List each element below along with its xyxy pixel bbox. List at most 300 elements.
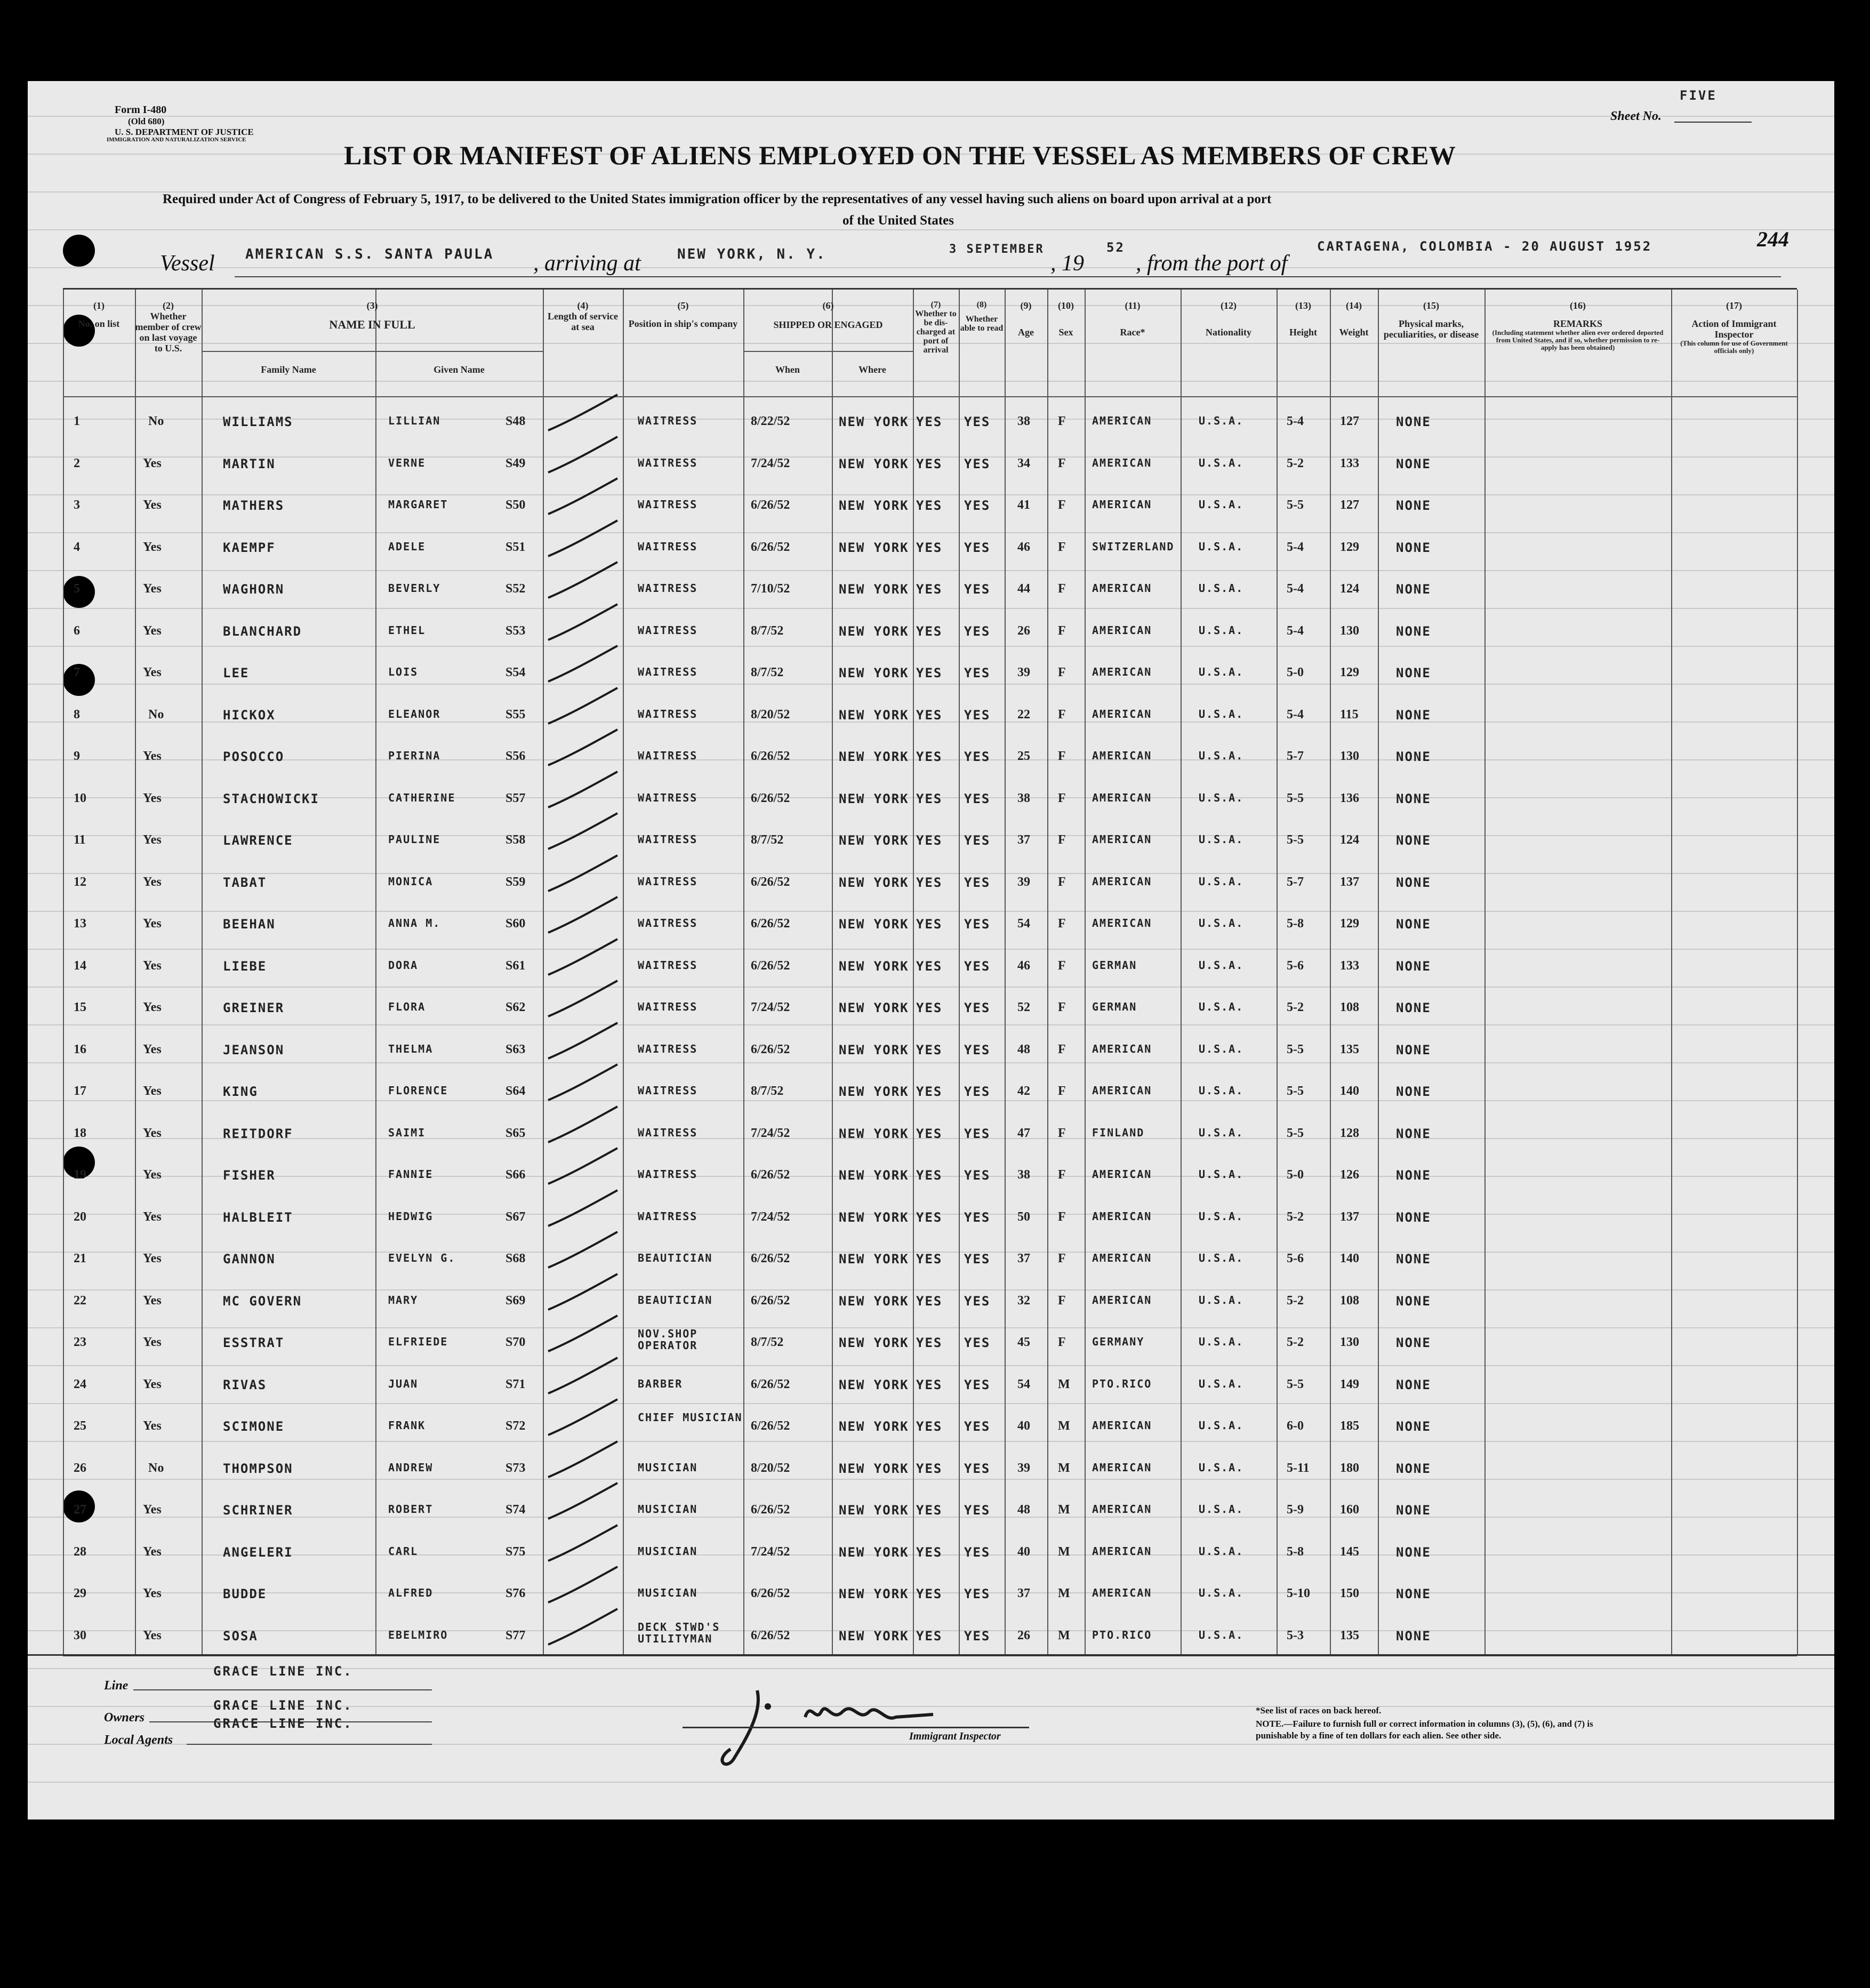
table-row xyxy=(63,1366,1797,1404)
crew-code-cell: S62 xyxy=(505,1000,526,1014)
sex-cell: F xyxy=(1058,749,1066,763)
height-cell: 5-2 xyxy=(1287,1209,1304,1224)
service-check-mark xyxy=(543,1397,623,1439)
discharged-cell: YES xyxy=(916,582,943,597)
age-cell: 45 xyxy=(1017,1335,1030,1349)
crew-code-cell: S51 xyxy=(505,540,526,554)
service-check-mark xyxy=(543,476,623,518)
race-cell: AMERICAN xyxy=(1092,1209,1152,1223)
inspector-label: Immigrant Inspector xyxy=(909,1730,1001,1742)
crew-code-cell: S76 xyxy=(505,1586,526,1600)
physical-marks-cell: NONE xyxy=(1396,1126,1431,1141)
service-check-mark xyxy=(543,643,623,686)
age-cell: 22 xyxy=(1017,707,1030,722)
last-voyage-cell: Yes xyxy=(143,456,162,470)
shipped-where-cell: NEW YORK xyxy=(839,1461,909,1476)
shipped-when-cell: 8/22/52 xyxy=(751,414,790,428)
discharged-cell: YES xyxy=(916,666,943,680)
shipped-where-cell: NEW YORK xyxy=(839,582,909,597)
owners-label: Owners xyxy=(104,1711,145,1725)
binder-hole xyxy=(63,235,95,267)
department-name: U. S. DEPARTMENT OF JUSTICE xyxy=(115,127,254,137)
height-cell: 5-10 xyxy=(1287,1586,1310,1600)
discharged-cell: YES xyxy=(916,875,943,890)
discharged-cell: YES xyxy=(916,498,943,513)
given-name-cell: VERNE xyxy=(388,456,426,469)
age-cell: 40 xyxy=(1017,1419,1030,1433)
given-name-cell: BEVERLY xyxy=(388,582,441,595)
col-family-name-header: Family Name xyxy=(261,364,316,375)
row-number-cell: 20 xyxy=(74,1209,86,1224)
discharged-cell: YES xyxy=(916,749,943,764)
table-row xyxy=(63,486,1797,525)
shipped-where-cell: NEW YORK xyxy=(839,1335,909,1350)
position-cell: MUSICIAN xyxy=(638,1461,698,1474)
height-cell: 5-8 xyxy=(1287,1544,1304,1559)
able-to-read-cell: YES xyxy=(964,498,991,513)
family-name-cell: MARTIN xyxy=(223,456,276,471)
given-name-cell: ADELE xyxy=(388,540,426,553)
nationality-cell: U.S.A. xyxy=(1199,875,1244,888)
arrival-date: 3 SEPTEMBER xyxy=(949,243,1045,256)
height-cell: 5-2 xyxy=(1287,1335,1304,1349)
able-to-read-cell: YES xyxy=(964,456,991,471)
last-voyage-cell: Yes xyxy=(143,1628,162,1642)
family-name-cell: FISHER xyxy=(223,1168,276,1183)
crew-code-cell: S65 xyxy=(505,1126,526,1140)
shipped-when-cell: 8/7/52 xyxy=(751,1335,784,1349)
table-row xyxy=(63,696,1797,734)
weight-cell: 185 xyxy=(1340,1419,1359,1433)
crew-code-cell: S63 xyxy=(505,1042,526,1056)
col-when-header: When xyxy=(775,364,800,375)
service-check-mark xyxy=(543,518,623,560)
crew-code-cell: S49 xyxy=(505,456,526,470)
discharged-cell: YES xyxy=(916,958,943,974)
service-check-mark xyxy=(543,1020,623,1063)
family-name-cell: KAEMPF xyxy=(223,540,276,555)
sex-cell: M xyxy=(1058,1419,1070,1433)
race-cell: AMERICAN xyxy=(1092,791,1152,804)
subtitle-line-1: Required under Act of Congress of February 5, 1917, to be delivered to the United States immigration officer by the representatives of any vessel having such aliens on board upon arrival at a port xyxy=(163,192,1272,206)
position-cell: WAITRESS xyxy=(638,1084,698,1097)
row-number-cell: 25 xyxy=(74,1419,86,1433)
shipped-when-cell: 8/20/52 xyxy=(751,707,790,722)
height-cell: 5-4 xyxy=(1287,540,1304,554)
nationality-cell: U.S.A. xyxy=(1199,1126,1244,1139)
crew-code-cell: S72 xyxy=(505,1419,526,1433)
family-name-cell: HICKOX xyxy=(223,707,276,723)
crew-code-cell: S77 xyxy=(505,1628,526,1642)
sheet-number-label: Sheet No. xyxy=(1610,109,1662,123)
physical-marks-cell: NONE xyxy=(1396,1042,1431,1057)
shipped-when-cell: 7/24/52 xyxy=(751,1126,790,1140)
crew-code-cell: S48 xyxy=(505,414,526,428)
last-voyage-cell: Yes xyxy=(143,1503,162,1517)
row-number-cell: 14 xyxy=(74,958,86,973)
weight-cell: 126 xyxy=(1340,1168,1359,1182)
col-shipped-header: (6) SHIPPED OR ENGAGED xyxy=(773,300,883,330)
row-number-cell: 27 xyxy=(74,1503,86,1517)
vessel-name: AMERICAN S.S. SANTA PAULA xyxy=(245,246,494,262)
shipped-when-cell: 6/26/52 xyxy=(751,1503,790,1517)
col-where-header: Where xyxy=(858,364,886,375)
discharged-cell: YES xyxy=(916,1544,943,1560)
able-to-read-cell: YES xyxy=(964,749,991,764)
race-cell: AMERICAN xyxy=(1092,833,1152,846)
nationality-cell: U.S.A. xyxy=(1199,498,1244,511)
position-cell: BEAUTICIAN xyxy=(638,1293,713,1306)
family-name-cell: WAGHORN xyxy=(223,582,285,597)
col-given-name-header: Given Name xyxy=(434,364,485,375)
height-cell: 5-5 xyxy=(1287,1084,1304,1098)
sheet-number-value: FIVE xyxy=(1680,88,1717,103)
able-to-read-cell: YES xyxy=(964,540,991,555)
physical-marks-cell: NONE xyxy=(1396,498,1431,513)
row-number-cell: 6 xyxy=(74,623,80,638)
service-check-mark xyxy=(543,1480,623,1523)
given-name-cell: EBELMIRO xyxy=(388,1628,448,1641)
shipped-when-cell: 7/24/52 xyxy=(751,1000,790,1014)
able-to-read-cell: YES xyxy=(964,623,991,639)
height-cell: 5-5 xyxy=(1287,791,1304,805)
shipped-where-cell: NEW YORK xyxy=(839,1084,909,1099)
race-cell: FINLAND xyxy=(1092,1126,1145,1139)
position-cell: CHIEF MUSICIAN xyxy=(638,1411,743,1424)
col-name-header: (3) NAME IN FULL xyxy=(329,300,415,331)
table-row xyxy=(63,905,1797,943)
height-cell: 5-3 xyxy=(1287,1628,1304,1642)
shipped-where-cell: NEW YORK xyxy=(839,1544,909,1560)
arrival-port: NEW YORK, N. Y. xyxy=(677,246,826,262)
height-cell: 5-2 xyxy=(1287,1000,1304,1014)
table-row xyxy=(63,1072,1797,1111)
last-voyage-cell: Yes xyxy=(143,582,162,596)
col-read-header: (8) Whether able to read xyxy=(960,300,1004,333)
race-cell: AMERICAN xyxy=(1092,623,1152,637)
table-row xyxy=(63,989,1797,1027)
physical-marks-cell: NONE xyxy=(1396,833,1431,848)
shipped-where-cell: NEW YORK xyxy=(839,707,909,723)
row-number-cell: 1 xyxy=(74,414,80,428)
col-discharged-header: (7) Whether to be dis-charged at port of arrival xyxy=(915,300,957,355)
position-cell: WAITRESS xyxy=(638,498,698,511)
sex-cell: F xyxy=(1058,623,1066,638)
last-voyage-cell: Yes xyxy=(143,958,162,973)
position-cell: WAITRESS xyxy=(638,456,698,469)
race-note: *See list of races on back hereof. xyxy=(1256,1705,1382,1716)
able-to-read-cell: YES xyxy=(964,1628,991,1644)
shipped-where-cell: NEW YORK xyxy=(839,875,909,890)
given-name-cell: FLORA xyxy=(388,1000,426,1013)
physical-marks-cell: NONE xyxy=(1396,1586,1431,1601)
row-number-cell: 18 xyxy=(74,1126,86,1140)
sex-cell: M xyxy=(1058,1461,1070,1475)
row-number-cell: 17 xyxy=(74,1084,86,1098)
discharged-cell: YES xyxy=(916,1042,943,1057)
row-number-cell: 29 xyxy=(74,1586,86,1600)
physical-marks-cell: NONE xyxy=(1396,1335,1431,1350)
sex-cell: F xyxy=(1058,1126,1066,1140)
service-check-mark xyxy=(543,936,623,979)
last-voyage-cell: No xyxy=(148,414,164,428)
shipped-where-cell: NEW YORK xyxy=(839,1000,909,1015)
service-check-mark xyxy=(543,392,623,435)
crew-code-cell: S53 xyxy=(505,623,526,638)
physical-marks-cell: NONE xyxy=(1396,1084,1431,1099)
signature-line xyxy=(683,1727,1029,1728)
sex-cell: F xyxy=(1058,666,1066,679)
given-name-cell: CARL xyxy=(388,1544,419,1558)
shipped-when-cell: 6/26/52 xyxy=(751,958,790,973)
family-name-cell: BUDDE xyxy=(223,1586,267,1601)
age-cell: 44 xyxy=(1017,582,1030,596)
physical-marks-cell: NONE xyxy=(1396,749,1431,764)
table-row xyxy=(63,947,1797,985)
physical-marks-cell: NONE xyxy=(1396,707,1431,723)
row-number-cell: 9 xyxy=(74,749,80,763)
table-row xyxy=(63,863,1797,902)
given-name-cell: FANNIE xyxy=(388,1168,434,1181)
race-cell: PTO.RICO xyxy=(1092,1377,1152,1390)
last-voyage-cell: Yes xyxy=(143,791,162,805)
vessel-underline xyxy=(235,276,1781,277)
family-name-cell: LEE xyxy=(223,666,250,680)
race-cell: GERMANY xyxy=(1092,1335,1145,1348)
position-cell: NOV.SHOP OPERATOR xyxy=(638,1327,698,1352)
departure-port: CARTAGENA, COLOMBIA - 20 AUGUST 1952 xyxy=(1317,239,1652,254)
shipped-when-cell: 6/26/52 xyxy=(751,1419,790,1433)
position-cell: WAITRESS xyxy=(638,917,698,929)
col-race-header: (11) Race* xyxy=(1120,300,1145,338)
last-voyage-cell: Yes xyxy=(143,1293,162,1308)
from-port-label: , from the port of xyxy=(1136,251,1288,276)
service-check-mark xyxy=(543,1271,623,1314)
service-check-mark xyxy=(543,811,623,853)
able-to-read-cell: YES xyxy=(964,1126,991,1141)
sex-cell: M xyxy=(1058,1544,1070,1559)
given-name-cell: ETHEL xyxy=(388,623,426,637)
age-cell: 41 xyxy=(1017,498,1030,512)
nationality-cell: U.S.A. xyxy=(1199,1042,1244,1055)
position-cell: MUSICIAN xyxy=(638,1544,698,1558)
crew-code-cell: S58 xyxy=(505,833,526,847)
shipped-where-cell: NEW YORK xyxy=(839,1586,909,1601)
crew-code-cell: S52 xyxy=(505,582,526,596)
service-check-mark xyxy=(543,1188,623,1230)
discharged-cell: YES xyxy=(916,791,943,806)
age-cell: 32 xyxy=(1017,1293,1030,1308)
shipped-where-cell: NEW YORK xyxy=(839,1503,909,1518)
row-number-cell: 11 xyxy=(74,833,86,847)
weight-cell: 127 xyxy=(1340,414,1359,428)
position-cell: WAITRESS xyxy=(638,958,698,972)
shipped-where-cell: NEW YORK xyxy=(839,498,909,513)
nationality-cell: U.S.A. xyxy=(1199,1000,1244,1013)
physical-marks-cell: NONE xyxy=(1396,791,1431,806)
age-cell: 39 xyxy=(1017,1461,1030,1475)
service-check-mark xyxy=(543,1606,623,1649)
given-name-cell: SAIMI xyxy=(388,1126,426,1139)
row-number-cell: 24 xyxy=(74,1377,86,1391)
table-row xyxy=(63,445,1797,483)
family-name-cell: SCIMONE xyxy=(223,1419,285,1434)
row-number-cell: 12 xyxy=(74,875,86,889)
row-number-cell: 8 xyxy=(74,707,80,722)
col-nationality-header: (12) Nationality xyxy=(1205,300,1251,338)
shipped-when-cell: 6/26/52 xyxy=(751,1377,790,1391)
able-to-read-cell: YES xyxy=(964,1377,991,1392)
age-cell: 38 xyxy=(1017,791,1030,805)
physical-marks-cell: NONE xyxy=(1396,540,1431,555)
agents-value: GRACE LINE INC. xyxy=(213,1716,353,1731)
weight-cell: 124 xyxy=(1340,833,1359,847)
crew-code-cell: S59 xyxy=(505,875,526,889)
table-row xyxy=(63,1533,1797,1572)
shipped-where-cell: NEW YORK xyxy=(839,917,909,932)
last-voyage-cell: No xyxy=(148,707,164,722)
age-cell: 46 xyxy=(1017,540,1030,554)
nationality-cell: U.S.A. xyxy=(1199,1084,1244,1097)
shipped-when-cell: 8/20/52 xyxy=(751,1461,790,1475)
shipped-where-cell: NEW YORK xyxy=(839,623,909,639)
discharged-cell: YES xyxy=(916,1293,943,1309)
col-physical-marks-header: (15) Physical marks, peculiarities, or disease xyxy=(1383,300,1479,340)
table-row xyxy=(63,780,1797,818)
discharged-cell: YES xyxy=(916,623,943,639)
last-voyage-cell: Yes xyxy=(143,1335,162,1349)
age-cell: 26 xyxy=(1017,623,1030,638)
sex-cell: F xyxy=(1058,958,1066,973)
position-cell: WAITRESS xyxy=(638,1000,698,1013)
race-cell: SWITZERLAND xyxy=(1092,540,1175,553)
weight-cell: 149 xyxy=(1340,1377,1359,1391)
table-row xyxy=(63,612,1797,651)
nationality-cell: U.S.A. xyxy=(1199,1544,1244,1558)
physical-marks-cell: NONE xyxy=(1396,875,1431,890)
physical-marks-cell: NONE xyxy=(1396,414,1431,429)
service-check-mark xyxy=(543,769,623,812)
page-title: LIST OR MANIFEST OF ALIENS EMPLOYED ON THE VESSEL AS MEMBERS OF CREW xyxy=(344,140,1456,170)
given-name-cell: ANDREW xyxy=(388,1461,434,1474)
nationality-cell: U.S.A. xyxy=(1199,833,1244,846)
discharged-cell: YES xyxy=(916,1335,943,1350)
crew-code-cell: S67 xyxy=(505,1209,526,1224)
physical-marks-cell: NONE xyxy=(1396,1000,1431,1015)
crew-code-cell: S61 xyxy=(505,958,526,973)
row-number-cell: 16 xyxy=(74,1042,86,1056)
given-name-cell: JUAN xyxy=(388,1377,419,1390)
arrival-year: 52 xyxy=(1106,240,1125,255)
able-to-read-cell: YES xyxy=(964,1335,991,1350)
family-name-cell: HALBLEIT xyxy=(223,1209,293,1225)
weight-cell: 135 xyxy=(1340,1628,1359,1642)
given-name-cell: ELEANOR xyxy=(388,707,441,720)
sex-cell: F xyxy=(1058,917,1066,931)
nationality-cell: U.S.A. xyxy=(1199,958,1244,972)
shipped-when-cell: 6/26/52 xyxy=(751,498,790,512)
weight-cell: 130 xyxy=(1340,623,1359,638)
shipped-when-cell: 6/26/52 xyxy=(751,1628,790,1642)
able-to-read-cell: YES xyxy=(964,1586,991,1601)
table-row xyxy=(63,528,1797,567)
physical-marks-cell: NONE xyxy=(1396,1544,1431,1560)
nationality-cell: U.S.A. xyxy=(1199,1377,1244,1390)
height-cell: 5-7 xyxy=(1287,875,1304,889)
age-cell: 38 xyxy=(1017,414,1030,428)
position-cell: WAITRESS xyxy=(638,414,698,427)
given-name-cell: HEDWIG xyxy=(388,1209,434,1223)
family-name-cell: GANNON xyxy=(223,1252,276,1266)
sex-cell: M xyxy=(1058,1377,1070,1391)
service-check-mark xyxy=(543,1145,623,1188)
age-cell: 42 xyxy=(1017,1084,1030,1098)
discharged-cell: YES xyxy=(916,1419,943,1434)
shipped-where-cell: NEW YORK xyxy=(839,1126,909,1141)
position-cell: BARBER xyxy=(638,1377,683,1390)
weight-cell: 130 xyxy=(1340,749,1359,763)
able-to-read-cell: YES xyxy=(964,707,991,723)
race-cell: AMERICAN xyxy=(1092,1084,1152,1097)
shipped-where-cell: NEW YORK xyxy=(839,414,909,429)
age-cell: 40 xyxy=(1017,1544,1030,1559)
given-name-cell: MARY xyxy=(388,1293,419,1306)
service-check-mark xyxy=(543,1439,623,1481)
able-to-read-cell: YES xyxy=(964,1209,991,1225)
last-voyage-cell: Yes xyxy=(143,498,162,512)
weight-cell: 136 xyxy=(1340,791,1359,805)
shipped-where-cell: NEW YORK xyxy=(839,1419,909,1434)
physical-marks-cell: NONE xyxy=(1396,1628,1431,1644)
shipped-where-cell: NEW YORK xyxy=(839,1209,909,1225)
table-row xyxy=(63,654,1797,692)
position-cell: WAITRESS xyxy=(638,623,698,637)
service-name: IMMIGRATION AND NATURALIZATION SERVICE xyxy=(107,137,246,143)
position-cell: WAITRESS xyxy=(638,540,698,553)
service-check-mark xyxy=(543,434,623,477)
physical-marks-cell: NONE xyxy=(1396,456,1431,471)
able-to-read-cell: YES xyxy=(964,1000,991,1015)
service-check-mark xyxy=(543,853,623,895)
able-to-read-cell: YES xyxy=(964,875,991,890)
age-cell: 39 xyxy=(1017,666,1030,679)
age-cell: 54 xyxy=(1017,1377,1030,1391)
physical-marks-cell: NONE xyxy=(1396,917,1431,932)
last-voyage-cell: Yes xyxy=(143,875,162,889)
weight-cell: 137 xyxy=(1340,1209,1359,1224)
able-to-read-cell: YES xyxy=(964,1168,991,1183)
weight-cell: 133 xyxy=(1340,456,1359,470)
race-cell: AMERICAN xyxy=(1092,666,1152,678)
service-check-mark xyxy=(543,1313,623,1356)
row-number-cell: 7 xyxy=(74,666,80,679)
nationality-cell: U.S.A. xyxy=(1199,540,1244,553)
sex-cell: M xyxy=(1058,1628,1070,1642)
nationality-cell: U.S.A. xyxy=(1199,623,1244,637)
race-cell: AMERICAN xyxy=(1092,456,1152,469)
shipped-where-cell: NEW YORK xyxy=(839,1042,909,1057)
given-name-cell: PIERINA xyxy=(388,749,441,762)
given-name-cell: MARGARET xyxy=(388,498,448,511)
shipped-when-cell: 6/26/52 xyxy=(751,1293,790,1308)
last-voyage-cell: Yes xyxy=(143,1377,162,1391)
table-row xyxy=(63,738,1797,776)
subtitle-line-2: of the United States xyxy=(842,213,954,228)
discharged-cell: YES xyxy=(916,1252,943,1266)
race-cell: AMERICAN xyxy=(1092,875,1152,888)
row-number-cell: 4 xyxy=(74,540,80,554)
discharged-cell: YES xyxy=(916,1461,943,1476)
